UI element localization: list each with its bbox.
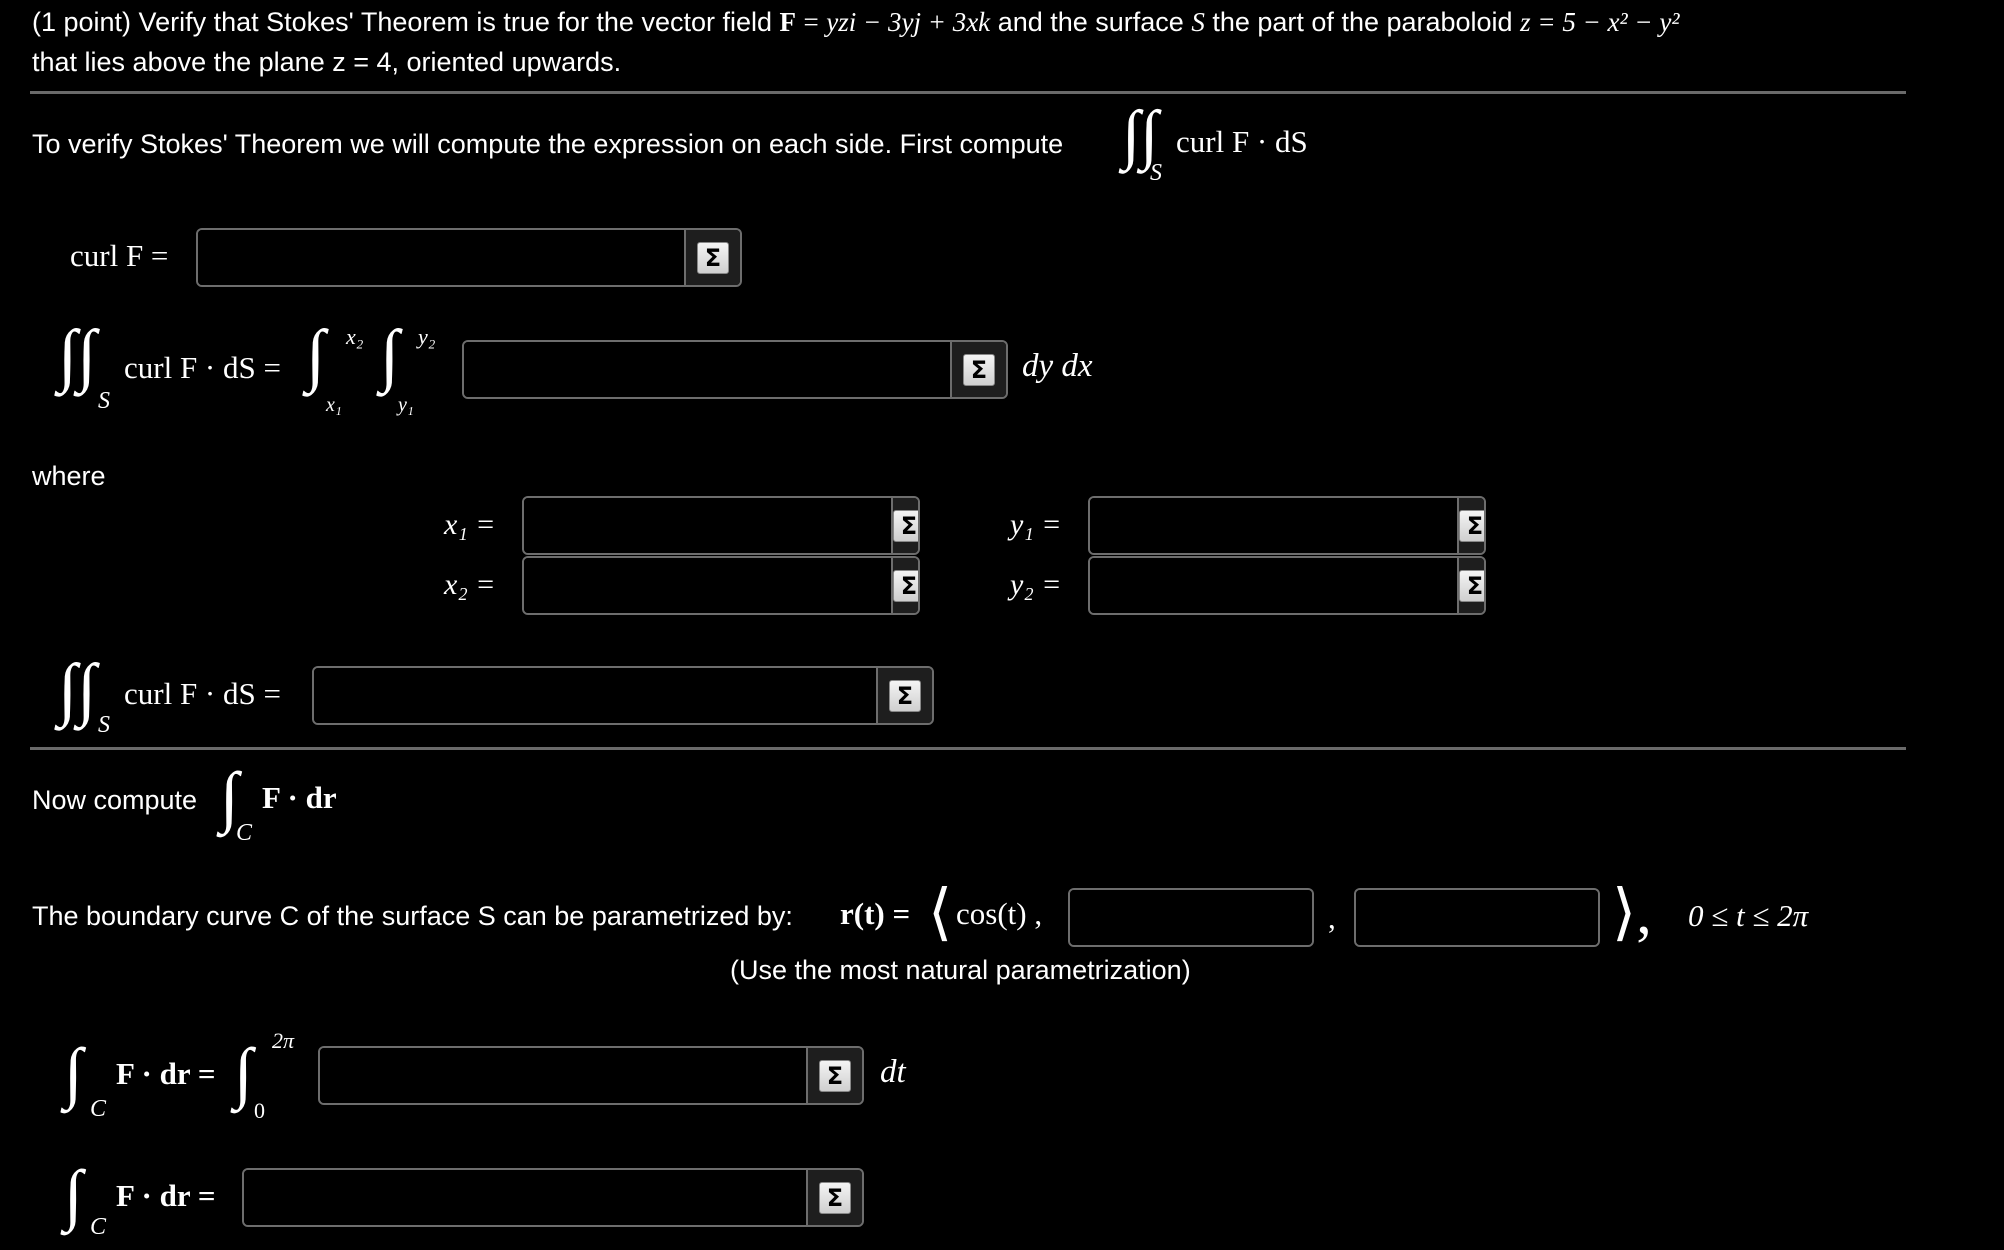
line-integrand-answer-box	[318, 1046, 864, 1105]
where-label: where	[32, 461, 106, 491]
line-integrand-equation-editor-button[interactable]	[806, 1048, 862, 1103]
line-result-answer-box	[242, 1168, 864, 1227]
integral-subscript-C-2: C	[90, 1096, 107, 1122]
double-integral-symbol-2: ∫∫	[58, 317, 97, 394]
sigma-icon: Σ	[893, 570, 920, 602]
x1-equation-editor-button[interactable]	[891, 498, 920, 553]
x2-answer-box	[522, 556, 920, 615]
sigma-icon: Σ	[697, 242, 729, 274]
curl-label: curl F =	[70, 238, 169, 273]
lower-limit-0: 0	[254, 1098, 265, 1123]
curl-equation-editor-button[interactable]	[684, 230, 740, 285]
surface-result-answer-box	[312, 666, 934, 725]
x1-input[interactable]	[524, 498, 891, 553]
r-y-answer-box	[1068, 888, 1314, 947]
r-label: r(t) =	[840, 896, 911, 931]
outer-integral-symbol: ∫	[306, 317, 326, 394]
part2-intro: Now compute	[32, 785, 198, 815]
integral-subscript-S: S	[1150, 160, 1162, 186]
component-comma: ,	[1328, 900, 1336, 935]
t-range: 0 ≤ t ≤ 2π	[1688, 898, 1809, 933]
dy-dx: dy dx	[1022, 348, 1093, 384]
integral-subscript-S-2: S	[98, 388, 110, 414]
integrand-equation-editor-button[interactable]	[950, 342, 1006, 397]
divider-top	[30, 91, 1906, 94]
r-z-input[interactable]	[1356, 890, 1600, 945]
sigma-icon: Σ	[819, 1182, 851, 1214]
integrand-answer-box	[462, 340, 1008, 399]
part2-expression: F · dr	[262, 780, 337, 815]
right-angle-bracket: ⟩,	[1612, 879, 1652, 947]
line-integral-symbol: ∫	[220, 758, 239, 834]
problem-line-2: that lies above the plane z = 4, oriented upwards.	[32, 47, 622, 77]
part1-intro: To verify Stokes' Theorem we will compute the expression on each side. First compute	[32, 129, 1064, 159]
sigma-icon: Σ	[1459, 570, 1486, 602]
y1-equation-editor-button[interactable]	[1457, 498, 1486, 553]
divider-middle	[30, 747, 1906, 750]
line-integral-symbol-3: ∫	[64, 1156, 83, 1232]
surface-result-equation-editor-button[interactable]	[876, 668, 932, 723]
double-integral-symbol: ∫∫	[1122, 98, 1159, 171]
line-integral-label: F · dr =	[116, 1056, 216, 1091]
x2-input[interactable]	[524, 558, 891, 613]
inner-integral-symbol: ∫	[380, 317, 400, 394]
parametrization-note: (Use the most natural parametrization)	[730, 955, 1191, 985]
cos-component: cos(t) ,	[956, 896, 1043, 931]
left-angle-bracket: ⟨	[928, 879, 953, 947]
integrand-input[interactable]	[464, 342, 950, 397]
line-result-equation-editor-button[interactable]	[806, 1170, 862, 1225]
line-integral-symbol-2: ∫	[64, 1034, 83, 1110]
sigma-icon: Σ	[893, 510, 920, 542]
integral-subscript-C-3: C	[90, 1214, 107, 1240]
surface-integral-label: curl F · dS =	[124, 350, 281, 385]
boundary-text: The boundary curve C of the surface S can be parametrized by:	[32, 901, 793, 931]
line-result-input[interactable]	[244, 1170, 806, 1225]
y2-label: y₂ =	[1010, 568, 1062, 601]
sigma-icon: Σ	[1459, 510, 1486, 542]
lower-limit-y: y₁	[398, 394, 414, 416]
r-z-answer-box	[1354, 888, 1600, 947]
lower-limit-x: x₁	[326, 394, 342, 416]
y2-input[interactable]	[1090, 558, 1457, 613]
y2-answer-box	[1088, 556, 1486, 615]
x2-equation-editor-button[interactable]	[891, 558, 920, 613]
definite-integral-symbol: ∫	[234, 1034, 253, 1110]
curl-answer-box	[196, 228, 742, 287]
x2-label: x₂ =	[444, 568, 496, 601]
r-y-input[interactable]	[1070, 890, 1314, 945]
surface-result-label: curl F · dS =	[124, 676, 281, 711]
line-result-label: F · dr =	[116, 1178, 216, 1213]
line-integrand-input[interactable]	[320, 1048, 806, 1103]
y2-equation-editor-button[interactable]	[1457, 558, 1486, 613]
surface-result-input[interactable]	[314, 668, 876, 723]
sigma-icon: Σ	[819, 1060, 851, 1092]
dt-label: dt	[880, 1054, 906, 1090]
integral-subscript-S-3: S	[98, 712, 110, 738]
double-integral-symbol-3: ∫∫	[58, 651, 97, 728]
intro-expression: curl F · dS	[1176, 124, 1308, 159]
x1-answer-box	[522, 496, 920, 555]
sigma-icon: Σ	[963, 354, 995, 386]
x1-label: x₁ =	[444, 508, 496, 541]
upper-limit-y: y₂	[418, 324, 436, 349]
problem-line-1: (1 point) Verify that Stokes' Theorem is true for the vector field F = yzi − 3yj + 3xk and the surface S the part of the paraboloid z = 5 − x² − y²	[32, 7, 1680, 37]
curl-input[interactable]	[198, 230, 684, 285]
y1-answer-box	[1088, 496, 1486, 555]
y1-input[interactable]	[1090, 498, 1457, 553]
y1-label: y₁ =	[1010, 508, 1062, 541]
sigma-icon: Σ	[889, 680, 921, 712]
upper-limit-2pi: 2π	[272, 1028, 295, 1053]
upper-limit-x: x₂	[346, 324, 364, 349]
integral-subscript-C: C	[236, 820, 253, 846]
